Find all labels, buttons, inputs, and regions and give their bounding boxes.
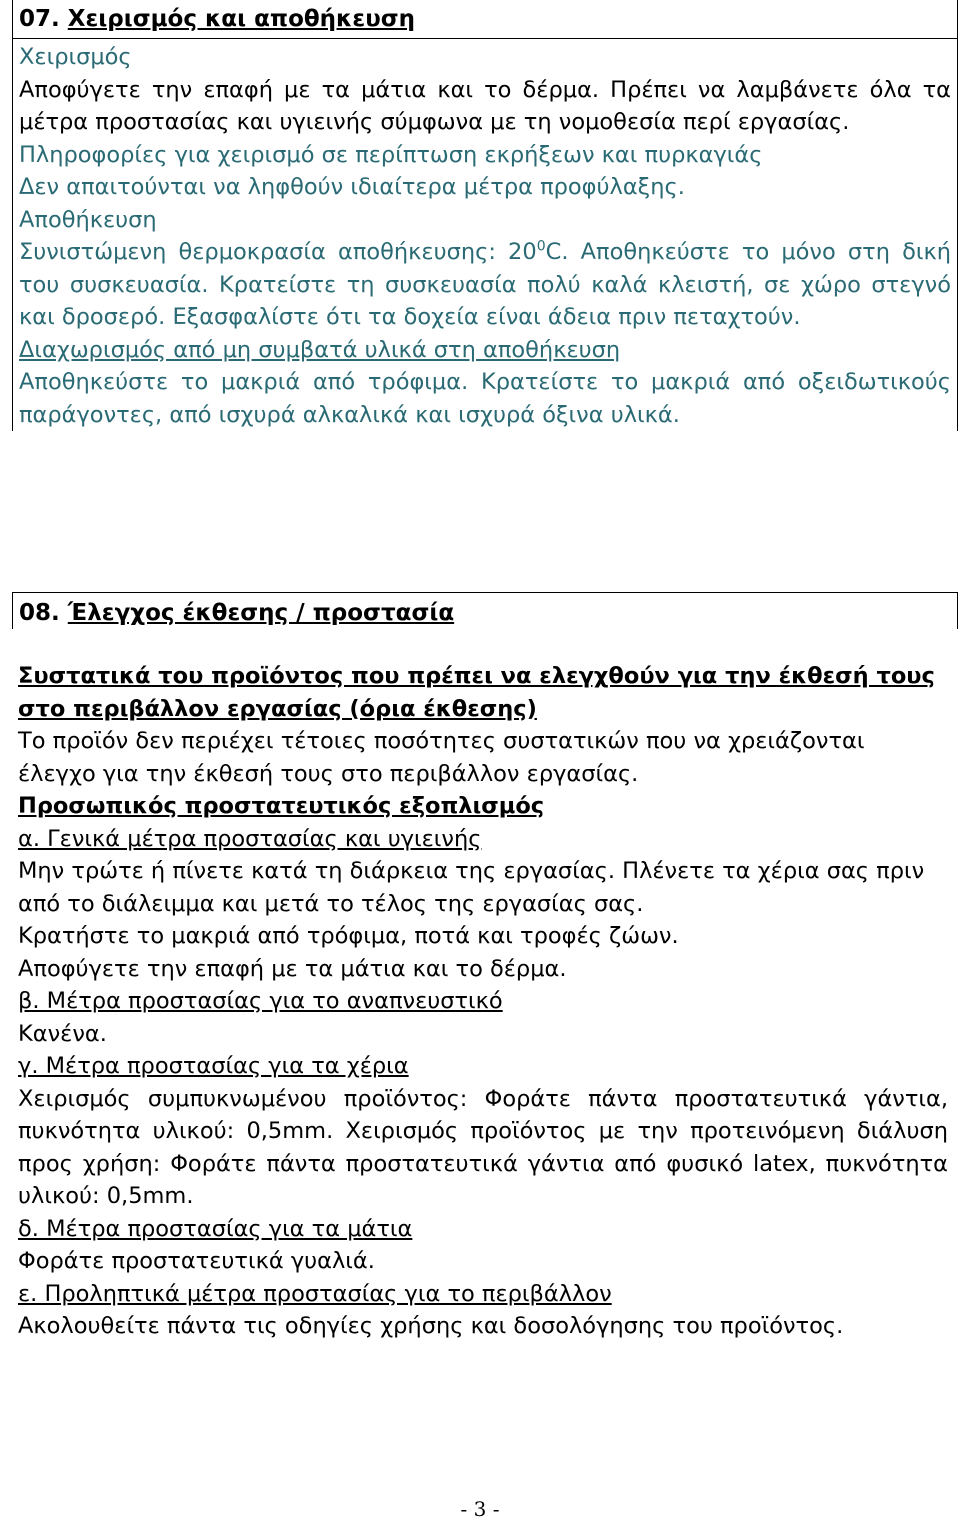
incompatible-text: Αποθηκεύστε το μακριά από τρόφιμα. Κρατείστε το μακριά από οξειδωτικούς παράγοντες, από ισχυρά αλκαλικά και ισχυρά όξινα υλικά. [19,369,951,428]
section-7-header [13,0,957,39]
environment-heading: ε. Προληπτικά μέτρα προστασίας για το περιβάλλον [18,1280,612,1307]
ppe-heading: Προσωπικός προστατευτικός εξοπλισμός [18,793,545,819]
section-8-header [13,593,957,633]
incompatible-heading: Διαχωρισμός από μη συμβατά υλικά στη αποθήκευση [19,336,621,363]
general-line-3: Αποφύγετε την επαφή με τα μάτια και το δέρμα. [18,955,567,982]
components-heading: Συστατικά του προϊόντος που πρέπει να ελεγχθούν για την έκθεσή τους στο περιβάλλον εργασίας (όρια έκθεσης) [18,663,935,722]
section-7-title: Χειρισμός και αποθήκευση [67,6,416,32]
respiratory-heading: β. Μέτρα προστασίας για το αναπνευστικό [18,988,503,1014]
storage-temp-label: Συνιστώμενη θερμοκρασία αποθήκευσης: 20 [19,239,537,265]
components-text: Το προϊόν δεν περιέχει τέτοιες ποσότητες συστατικών που να χρειάζονται έλεγχο για την έκθεσή τους στο περιβάλλον εργασίας. [18,728,865,787]
fire-info-text: Δεν απαιτούνται να ληφθούν ιδιαίτερα μέτρα προφύλαξης. [19,174,685,200]
general-line-2: Κρατήστε το μακριά από τρόφιμα, ποτά και τροφές ζώων. [18,923,679,949]
general-line-1: Μην τρώτε ή πίνετε κατά τη διάρκεια της εργασίας. Πλένετε τα χέρια σας πριν από το διάλειμμα και μετά το τέλος της εργασίας σας. [18,858,925,917]
eyes-heading: δ. Μέτρα προστασίας για τα μάτια [18,1215,413,1242]
respiratory-text: Κανένα. [18,1020,107,1047]
fire-info-heading: Πληροφορίες για χειρισμό σε περίπτωση εκρήξεων και πυρκαγιάς [19,141,763,168]
eyes-text: Φοράτε προστατευτικά γυαλιά. [18,1248,375,1274]
handling-heading: Χειρισμός [19,44,132,70]
hands-text: Χειρισμός συμπυκνωμένου προϊόντος: Φοράτε πάντα προστατευτικά γάντια, πυκνότητα υλικού: 0,5mm. Χειρισμός προϊόντος με την προτεινόμενη διάλυση προς χρήση: Φοράτε πάντα προστατευτικά γάντια από φυσικό latex, πυκνότητα υλικού: 0,5mm. [18,1085,948,1209]
page-number: - 3 - [460,1497,500,1521]
handling-text: Αποφύγετε την επαφή με τα μάτια και το δέρμα. Πρέπει να λαμβάνετε όλα τα μέτρα προστασίας και υγιεινής σύμφωνα με τη νομοθεσία περί εργασίας. [19,76,951,135]
storage-text [19,236,951,334]
section-8-title: Έλεγχος έκθεσης / προστασία [67,600,455,626]
section-7-number: 07. [19,6,60,32]
section-8-body [18,660,948,1343]
general-heading: α. Γενικά μέτρα προστασίας και υγιεινής [18,825,482,852]
section-7-box [12,0,958,431]
section-8-header-box [12,592,958,629]
environment-text: Ακολουθείτε πάντα τις οδηγίες χρήσης και δοσολόγησης του προϊόντος. [18,1313,844,1339]
section-8-number: 08. [19,600,60,626]
storage-instructions: Αποθηκεύστε το μόνο στη δική του συσκευασία. Κρατείστε τη συσκευασία πολύ καλά κλειστή, σε χώρο στεγνό και δροσερό. Εξασφαλίστε ότι τα δοχεία είναι άδεια πριν πεταχτούν. [19,239,951,330]
storage-temp-unit: C. [545,239,569,265]
storage-heading: Αποθήκευση [19,206,157,233]
storage-temp-sup: 0 [536,238,546,255]
hands-heading: γ. Μέτρα προστασίας για τα χέρια [18,1053,409,1079]
section-7-body [13,39,957,431]
